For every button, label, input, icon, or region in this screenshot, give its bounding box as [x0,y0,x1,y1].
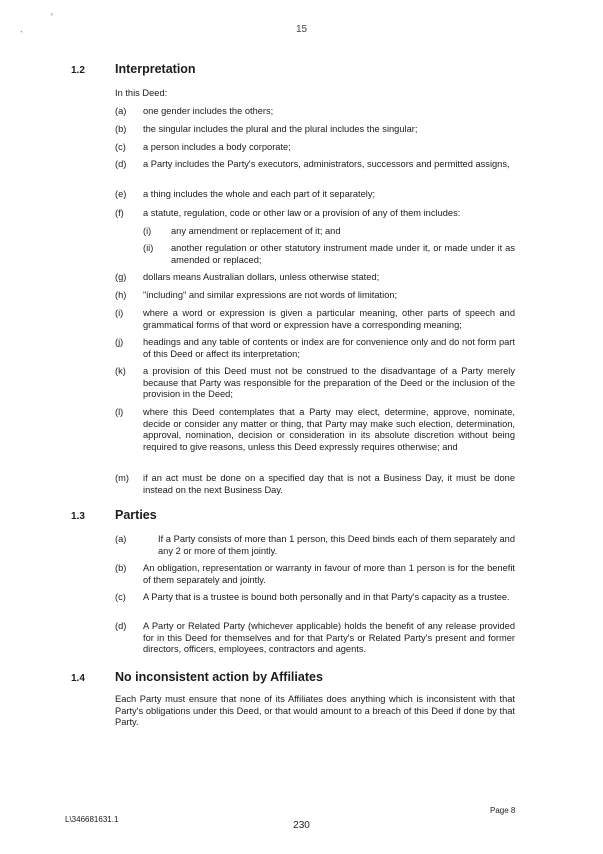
section-number-1-4: 1.4 [71,673,85,684]
list-item-label: (l) [115,407,124,417]
scan-mark: ` [20,30,23,40]
sub-item-text: any amendment or replacement of it; and [171,226,341,236]
list-item-label: (a) [115,534,127,544]
list-item-label: (c) [115,592,126,602]
list-item-label: (j) [115,337,124,347]
list-item-text: A Party that is a trustee is bound both personally and in that Party's capacity as a trustee. [143,592,510,602]
sub-item-text: another regulation or other statutory instrument made under it, or made under it as amended or replaced; [171,243,515,265]
page-number-bottom: 230 [293,820,310,831]
list-item-text: where this Deed contemplates that a Party may elect, determine, approve, nominate, decide or consider any matter or thing, that Party may make such election, determination, approval, nomination, decision or consideration in its absolute discretion without being required to give reasons, unless this Deed expressly requires otherwise; and [143,407,515,452]
sub-item-label: (ii) [143,243,154,253]
list-item-label: (b) [115,563,127,573]
list-item-text: a provision of this Deed must not be construed to the disadvantage of a Party merely because that Party was responsible for the preparation of the Deed or the inclusion of the provision in the Deed; [143,366,515,399]
section-title-interpretation: Interpretation [115,62,196,76]
list-item-label: (a) [115,106,127,116]
scan-mark: ' [51,12,53,22]
list-item-text: if an act must be done on a specified day that is not a Business Day, it must be done instead on the next Business Day. [143,473,515,495]
section-number-1-2: 1.2 [71,65,85,76]
list-item-label: (k) [115,366,126,376]
list-item-text: An obligation, representation or warranty in favour of more than 1 person is for the benefit of them separately and jointly. [143,563,515,585]
list-item-label: (d) [115,621,127,631]
list-item-text: A Party or Related Party (whichever applicable) holds the benefit of any release provided for in this Deed for themselves and for that Party's or Related Party's present and former directors, officers, employees, contractors and agents. [143,621,515,654]
list-item-text: a person includes a body corporate; [143,142,291,152]
list-item-text: the singular includes the plural and the plural includes the singular; [143,124,418,134]
list-item-label: (m) [115,473,129,483]
section-title-parties: Parties [115,508,157,522]
section-number-1-3: 1.3 [71,511,85,522]
list-item-label: (d) [115,159,127,169]
list-item-label: (h) [115,290,127,300]
list-item-label: (f) [115,208,124,218]
list-item-text: a Party includes the Party's executors, administrators, successors and permitted assigns, [143,159,510,169]
list-item-text: one gender includes the others; [143,106,274,116]
list-item-label: (c) [115,142,126,152]
list-item-label: (b) [115,124,127,134]
section-title-no-inconsistent-action: No inconsistent action by Affiliates [115,670,323,684]
page-number-top: 15 [295,24,308,35]
list-item-text: headings and any table of contents or index are for convenience only and do not form part of this Deed or affect its interpretation; [143,337,515,359]
list-item-text: dollars means Australian dollars, unless otherwise stated; [143,272,380,282]
document-id: L\346681631.1 [65,815,119,824]
sub-item-label: (i) [143,226,152,236]
list-item-label: (i) [115,308,124,318]
section-intro: In this Deed: [115,88,168,98]
list-item-text: a statute, regulation, code or other law or a provision of any of them includes: [143,208,461,218]
section-body-text: Each Party must ensure that none of its Affiliates does anything which is inconsistent with that Party's obligations under this Deed, or that would amount to a breach of this Deed if done by that Party. [115,694,515,727]
list-item-text: a thing includes the whole and each part of it separately; [143,189,376,199]
list-item-text: where a word or expression is given a particular meaning, other parts of speech and grammatical forms of that word or expression have a corresponding meaning; [143,308,515,330]
page-label: Page 8 [490,806,516,815]
list-item-text: "including" and similar expressions are not words of limitation; [143,290,398,300]
list-item-label: (e) [115,189,127,199]
list-item-text: If a Party consists of more than 1 person, this Deed binds each of them separately and any 2 or more of them jointly. [158,534,515,556]
list-item-label: (g) [115,272,127,282]
